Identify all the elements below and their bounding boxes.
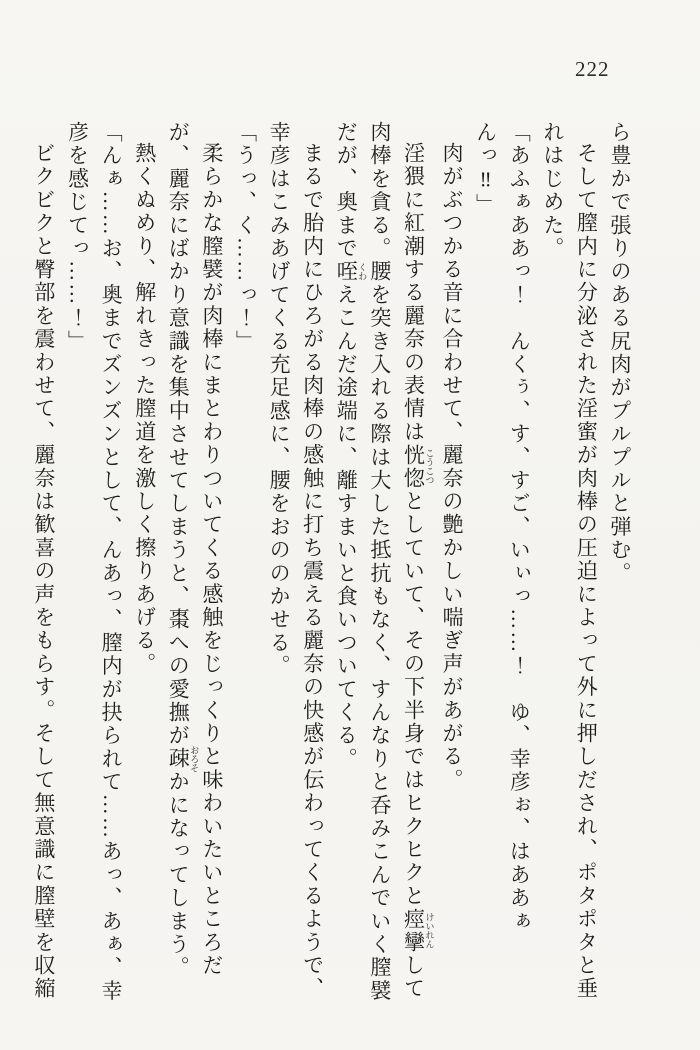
- furigana: 咥 くわ: [334, 260, 368, 284]
- paragraph: まるで胎内にひろがる肉棒の感触に打ち震える麗奈の快感が伝わってくるようで、幸彦はこみあげてくる充足感に、腰をおののかせる。: [267, 121, 325, 1001]
- paragraph: 「あふぁああっ！ んくぅ、す、すご、いぃっ……！ ゆ、幸彦ぉ、はああぁんっ‼」: [473, 121, 532, 933]
- paragraph: そして膣内に分泌された淫蜜が肉棒の圧迫によって外に押しだされ、ポタポタと垂れはじめた。: [540, 121, 599, 1001]
- paragraph: 「うっ、く……っ！」: [233, 121, 258, 353]
- furigana: 痙攣 けいれん: [401, 907, 435, 955]
- paragraph: ビクビクと臀部を震わせて、麗奈は歓喜の声をもらす。そして無意識に膣壁を収縮: [31, 142, 56, 1001]
- paragraph: ら豊かで張りのある尻肉がプルプルと弾む。: [608, 121, 632, 585]
- page-number: 222: [575, 57, 610, 81]
- furigana: 恍惚 こうこつ: [401, 443, 435, 491]
- paragraph: 熱くぬめり、解れきった膣道を激しく擦りあげる。: [132, 142, 157, 676]
- furigana: 疎 おろそ: [166, 745, 200, 773]
- text-block: [31, 121, 636, 1005]
- paragraph: 柔らかな膣襞が肉棒にまとわりついてくる感触をじっくりと味わいたいところだが、麗奈にばかり意識を集中させてしまうと、棗への愛撫が疎 おろそかになってしまう。: [166, 121, 224, 980]
- paragraph: 「んぁ……お、奥までズンズンとして、んあっ、膣内が抉られて……あっ、あぁ、幸彦を感じてっ……！」: [65, 121, 124, 1003]
- paragraph: 肉がぶつかる音に合わせて、麗奈の艶かしい喘ぎ声があがる。: [440, 142, 465, 792]
- paragraph: 淫猥に紅潮する麗奈の表情は恍惚 こうこつとしていて、その下半身ではヒクヒクと痙攣 けいれんして肉棒を貪る。腰を突き入れる際は大した抵抗もなく、すんなりと呑みこんでいく膣襞だが、奥まで咥 くわえこんだ途端に、離すまいと食いついてくる。: [334, 121, 435, 1003]
